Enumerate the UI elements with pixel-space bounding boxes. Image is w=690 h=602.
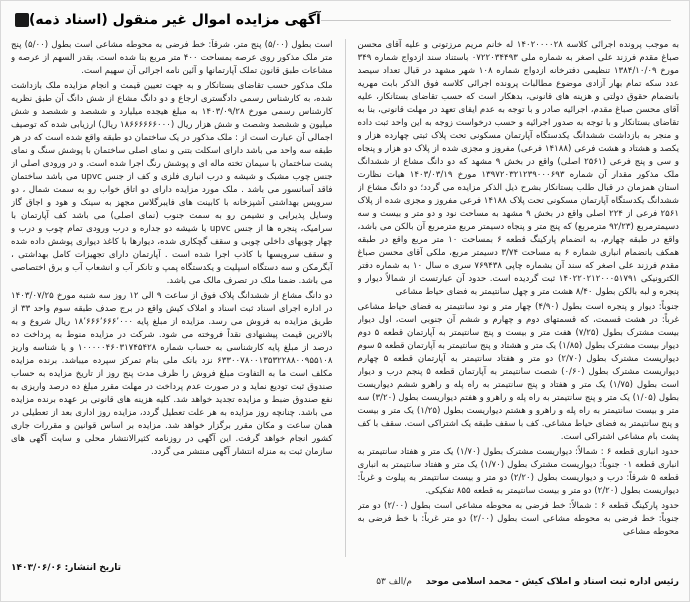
square-bullet-icon xyxy=(15,13,29,27)
notice-footer xyxy=(11,561,679,593)
paragraph: ملک مذکور حسب تقاضای بستانکار و به جهت تعیین قیمت و انجام مزایده ملک بازداشت شده، به کارشناس رسمی دادگستری ارجاع و دو دانگ مشاع از شش دانگ آن طبق نظریه کارشناس رسمی مورخ ۱۴۰۳/۰۹/۲۸ به مبلغ هیجده میلیارد و ششصد و ششصد و شش میلیون و ششصد وشصت و شش هزار ریال (۱۸۶۶۶۶۶۶۰۰۰ ریال) ارزیابی شده که توصیف اجمالی آن عبارت است از : ملک مذکور در یک ساختمان دو طبقه واقع شده است که در هر طبقه سه واحد می باشد دارای اسکلت بتنی و نمای اصلی ساختمان با پوشش سنگ و نمای پشت ساختمان با سیمان تخته ماله ای و پوشش رنگ اجرا شده است. و در ورودی اصلی از جنس چوب مشبک و شیشه و درب انباری فلزی و کف از جنس upvc می باشد ساختمان فاقد آسانسور می باشد . ملک مورد مزایده دارای دو اتاق خواب رو به سمت شمال ، دو سرویس بهداشتی آشپزخانه با کابینت های فایبرگلاس مجهز به سینک و هود و اجاق گاز وسایل پذیرایی و نشیمن رو به سمت جنوب (نمای اصلی) می باشد کف آپارتمان با سرامیک، پنجره ها از جنس upvc با شیشه دو جداره و درب ورودی تمام چوب و درب و چهار چوبهای داخلی چوبی و سقف گچکاری شده، دیوارها با کاغذ دیواری پوشش داده شده و سقف سرویسها با کاذب اجرا شده است . آپارتمان دارای تجهیزات کامل بهداشتی ، آبگرمکن و سه دستگاه اسپلیت و یکدستگاه پمپ و تانکر آب و انشعاب آب و برق اختصاصی می باشد. ضمنا ملک در تصرف مالک می باشد. xyxy=(11,81,333,286)
column-divider xyxy=(345,39,346,557)
reference-code: م/الف ۵۳ xyxy=(376,577,412,587)
paragraph: حدود انباری قطعه ۶ : شمالاً: دیواریست مشترک بطول (۱/۷۰) یک متر و هفتاد سانتیمتر به انباری قطعه ۰۱ جنوباً: دیواریست مشترک بطول (۱/۷۰) یک متر و هفتاد سانتیمتر به انباری قطعه ۵ شرقاً: درب و دیواریست بطول (۲/۲۰) دو متر و بیست سانتیمتر به پیلوت و غرباً: دیواریست بطول (۲/۲۰) دو متر و بیست سانتیمتر به قطعه ۸۵۵ تفکیکی. xyxy=(357,447,679,496)
notice-title: آگهی مزایده اموال غیر منقول (اسناد ذمه) xyxy=(29,12,321,28)
paragraph: به موجب پرونده اجرائی کلاسه ۱۴۰۲۰۰۰۰۲۸ له خانم مریم مرزتونی و علیه آقای محسن صباغ مقدم فرزند علی اصغر به شماره ملی ۰۷۲۲۰۳۴۴۹۳ باستناد سند ازدواج شماره ۳۴۹ مورخ ۱۳۸۴/۱۰/۰۹ تنظیمی دفترخانه ازدواج شماره ۱۰۸ شهر مشهد در قبال تعداد سیصد عدد سکه تمام بهار آزادی موضوع مطالبات پرونده اجرائی کلاسه فوق الذکر بابت مهریه بانضمام حقوق دولتی و هزینه های قانونی، بدهکار است که حسب تقاضای بستانکار، علیه آقای محسن صباغ مقدم، اجرائیه صادر و با توجه به عدم ایفای تعهد در مهلت قانونی، بنا به تقاضای بستانکار و با توجه به صدور اجرائیه و حسب درخواست زوجه به این واحد ثبت داده و منجر به بازداشت ششدانگ یکدستگاه آپارتمان مسکونی تحت پلاک ثبتی چهارده هزار و یکصد و هشتاد و هشت فرعی (۱۴۱۸۸ فرعی) مفروز و مجزی شده از پلاک دو هزار و پنجاه و سی و پنج فرعی (۲۵۶۱ اصلی) واقع در بخش ۹ مشهد که دو دانگ مشاع از ششدانگ ملک مذکور مقدار آن شماره ۱۳۹۷۲۰۳۲۱۲۳۹۰۰۰۶۹۳ مورخ ۱۴۰۳/۰۳/۱۹ هیات نظارت استان همزمان در قبال طلب بستانکار بشرح ذیل الذکر مزایده می گردد؛ دو دانگ مشاع از ششدانگ یکدستگاه آپارتمان مسکونی تحت پلاک ۱۴۱۸۸ فرعی مفروز و مجزی شده از پلاک ۲۵۶۱ فرعی از ۲۲۴ اصلی واقع در بخش ۹ مشهد به مساحت نود و دو متر و بیست و سه دسیمترمربع (۹۲/۲۳ مترمربع) که پنج متر و پنجاه دسیمتر مربع مترمربع آن بالکن می باشد، واقع در طبقه چهارم، به انضمام پارکینگ قطعه ۶ بمساحت ۱۰ متر مربع واقع در طبقه همکف بانضمام انباری شماره ۶ به مساحت ۳/۷۴ دسیمتر مربع، ملکی آقای محسن صباغ مقدم فرزند علی اصغر که سند آن بشماره چاپی ۷۶۹۴۳۸ سری ه سال ۱۰ به شماره دفتر الکترونیکی ۱۴۰۲۲۰۲۱۲۰۰۰۵۱۷۹۱ ثبت گردیده است. حدود آن عبارتست از شمالاً دیوار و پنجره و لبه بالکن بطول ۸/۴۰ هشت متر و چهل سانتیمتر به فضای حیاط مشاعی xyxy=(357,40,679,297)
notice-body xyxy=(11,39,679,557)
notice-header xyxy=(9,7,681,33)
publish-date: تاریخ انتشار: ۱۴۰۳/۰۶/۰۶ xyxy=(11,563,122,573)
paragraph: دو دانگ مشاع از ششدانگ پلاک فوق از ساعت ۹ الی ۱۲ روز سه شنبه مورخ ۱۴۰۳/۰۷/۲۵ در اداره اجرای اسناد ثبت اسناد و املاک کیش واقع در برج صدف طبقه سوم واحد ۳۳ از طریق مزایده به فروش می رسد. مزایده از مبلغ پایه ۱۸٬۶۶۶٬۶۶۶٬۰۰۰ ریال شروع و به بالاترین قیمت پیشنهادی نقداً فروخته می شود. شرکت در مزایده منوط به پرداخت ده درصد از مبلغ پایه کارشناسی به حساب شماره ۱۰۰۰۰۰۴۶۰۳۱۷۴۵۴۲۸ و یا شناسه واریز ۶۳۳۰۰۷۸۰۰۱۳۵۳۲۲۸۸۰۰۹۵۵۱۰۸ نزد بانک ملی بنام تمرکز سپرده میباشد. برنده مزایده مکلف است ما به التفاوت مبلغ فروش را ظرف مدت پنج روز از تاریخ مزایده به حساب صندوق ثبت تودیع نماید و در صورت عدم پرداخت در مهلت مقرر مبلغ ده درصد واریزی به نفع صندوق ضبط و مزایده تجدید خواهد شد. کلیه هزینه های قانونی بر عهده برنده مزایده می باشد. چنانچه روز مزایده به هر علت تعطیل گردد، مزایده روز اداری بعد از تعطیلی در همان ساعت و مکان مقرر برگزار خواهد شد. مزایده بر اساس قوانین و مقررات جاری کشور انجام خواهد گرفت. این آگهی در روزنامه کثیرالانتشار محلی و سایت آگهی های سازمان ثبت به منزله انتشار آگهی منتشر می گردد. xyxy=(11,291,333,457)
left-column xyxy=(11,39,333,557)
paragraph: جنوباً: دیوار و پنجره است بطول (۴/۹۰) چهار متر و نود سانتیمتر به فضای حیاط مشاعی غرباً: در هشت قسمت، که قسمتهای دوم و چهارم و ششم آن جنوبی است، اول دیوار بیست مشترک بطول (۷/۲۵) هفت متر و بیست و پنج سانتیمتر به آپارتمان قطعه ۵ دوم دیوار بیست مشترک بطول (۱/۸۵) یک متر و هشتاد و پنج سانتیمتر به آپارتمان قطعه ۵ سوم دیواریست مشترک بطول (۲/۷۰) دو متر و هفتاد سانتیمتر به آپارتمان قطعه ۵ چهارم دیواریست مشترک بطول (۰/۶۰) شصت سانتیمتر به آپارتمان قطعه ۵ پنجم درب و دیوار است بطول (۱/۷۵) یک متر و هفتاد و پنج سانتیمتر به راه پله و راهرو ششم دیواریست بطول (۱/۰۵) یک متر و پنج سانتیمتر به راه پله و راهرو و هفتم دیواریست بطول (۳/۲۰) سه متر و بیست سانتیمتر به راه پله و راهرو و هشتم دیواریست بطول (۱/۲۵) یک متر و بیست و پنج سانتیمتر به فضای حیاط مشاعی. کف با سقف طبقه یک اشتراکی است. سقف با کف پشت بام مشاعی اشتراکی است. xyxy=(357,302,679,442)
signature: رئیس اداره ثبت اسناد و املاک کیش - محمد اسلامی موحد xyxy=(425,577,679,587)
paragraph: است بطول (۵/۰۰) پنج متر، شرقاً: خط فرضی به محوطه مشاعی است بطول (۵/۰۰) پنج متر ملک مذکور روی عرصه بمساحت ۴۰۰ متر مربع بنا شده است. بقدر السهم از عرصه و مشاعات طبق قانون تملک آپارتمانها و آئین نامه اجرائی آن سهیم است. xyxy=(11,40,333,76)
signature-row xyxy=(11,575,679,589)
header-divider xyxy=(321,20,671,21)
paragraph: حدود پارکینگ قطعه ۶ : شمالاً: خط فرضی به محوطه مشاعی است بطول (۲/۰۰) دو متر جنوباً: خط فرضی به محوطه مشاعی است بطول (۲/۰۰) دو متر غرباً: با خط فرضی به محوطه مشاعی xyxy=(357,501,679,537)
right-column xyxy=(358,39,680,557)
